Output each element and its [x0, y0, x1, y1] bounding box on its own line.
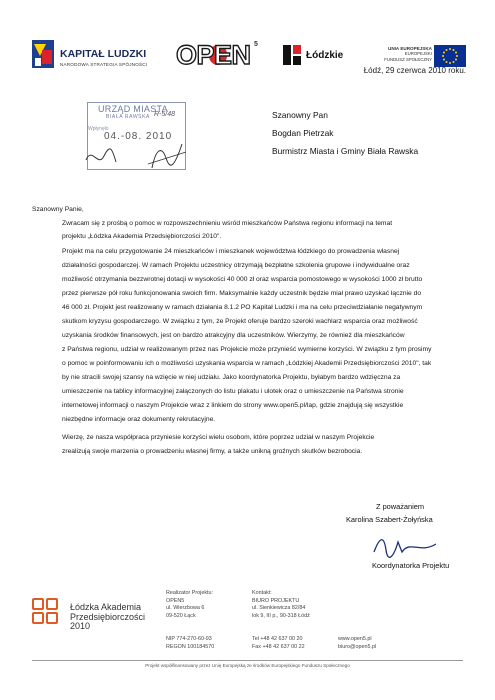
body-line: internetowej informacji o naszym Projekcie wraz z linkiem do strony www.open5.pl/lap, gdzie znajdują się wszystkie	[62, 402, 404, 409]
fax-number: Fax +48 42 637 00 22	[252, 643, 305, 650]
kapital-ludzki-logo	[32, 40, 152, 74]
addressee-line-1: Szanowny Pan	[272, 110, 328, 120]
contact-office: BIURO PROJEKTU	[252, 597, 300, 604]
realizator-name: OPEN5	[166, 597, 185, 604]
logo-square	[46, 598, 58, 610]
contact-city: lok 9, III p., 90-318 Łódź	[252, 612, 310, 619]
body-line: Projekt ma na celu przygotowanie 24 mieszkańców i mieszkanek województwa łódzkiego do prowadzenia własnej	[62, 248, 400, 255]
body-line: o pomoc w poinformowaniu ich o możliwości uzyskania wsparcia w ramach „Łódzkiej Akademii Przedsiębiorczości 2010", tak	[62, 360, 432, 367]
body-line: możliwość otrzymania bezzwrotnej dotacji w wysokości 40 000 zł oraz wsparcia pomostowego w wysokości 1000 zł brutto	[62, 276, 423, 283]
addressee-name: Bogdan Pietrzak	[272, 128, 334, 138]
body-line: skutkom kryzysu gospodarczego. W związku z tym, że Projekt oferuje bardzo szeroki wachlarz wsparcia oraz możliwość	[62, 318, 418, 325]
closing: Z poważaniem	[376, 502, 425, 511]
lodzkie-icon	[283, 45, 301, 65]
open5-wordmark: OPEN	[176, 40, 251, 70]
eu-text	[378, 46, 432, 62]
akademia-name	[70, 603, 145, 632]
body-line: niezbędne informacje oraz dokumenty rekrutacyjne.	[62, 416, 216, 423]
kapital-ludzki-icon	[32, 40, 54, 68]
body-line: z Państwa regionu, udział w realizowanym przez nas Projekcie może przynieść wymierne korzyści. W związku z tym prosimy	[62, 346, 432, 353]
lodzkie-logo	[283, 45, 353, 67]
realizator-block	[166, 590, 213, 620]
body-line: umieszczenie na tablicy informacyjnej załączonych do listu plakatu i ulotek oraz o umieszczenie na Państwa stronie	[62, 388, 404, 395]
footer-divider	[32, 660, 463, 661]
addressee-title: Burmistrz Miasta i Gminy Biała Rawska	[272, 146, 419, 156]
eu-flag-icon	[434, 45, 466, 67]
realizator-heading: Realizator Projektu:	[166, 590, 214, 596]
email-link[interactable]: biuro@open5.pl	[338, 643, 377, 650]
akademia-line-3: 2010	[70, 621, 91, 631]
realizator-street: ul. Wierzbowa 6	[166, 605, 205, 612]
eu-line-2: EUROPEJSKI	[404, 51, 432, 57]
signer-name: Karolina Szabert-Żołyńska	[346, 515, 433, 524]
registry-numbers	[166, 636, 214, 651]
salutation: Szanowny Panie,	[32, 206, 84, 213]
signature-scribble-icon	[370, 534, 440, 558]
body-line: Zwracam się z prośbą o pomoc w rozpowszechnieniu wśród mieszkańców Państwa regionu informacji na temat	[62, 220, 393, 227]
realizator-city: 09-520 Łąck	[166, 612, 196, 619]
open5-number: 5	[254, 41, 258, 48]
body-line: 46 000 zł. Projekt jest realizowany w ramach działania 8.1.2 PO Kapitał Ludzki i ma na celu przeciwdziałanie negatywnym	[62, 304, 423, 311]
cofinancing-note: Projekt współfinansowany przez Unię Europejską ze środków Europejskiego Funduszu Społecznego	[145, 663, 350, 668]
logo-square	[46, 612, 58, 624]
akademia-line-2: Przedsiębiorczości	[70, 611, 146, 622]
eu-line-3: FUNDUSZ SPOŁECZNY	[384, 56, 432, 62]
contact-block	[252, 590, 310, 620]
open5-logo	[176, 40, 266, 70]
body-line: by nie stracili swojej szansy na wzięcie w niej udziału. Jako koordynatorka Projektu, byłabym bardzo wdzięczna za	[62, 374, 401, 381]
body-line: przez pierwsze pół roku funkcjonowania swoich firm. Maksymalnie każdy uczestnik będzie miał prawo uzyskać łącznie do	[62, 290, 422, 297]
stamp-received-label: Wpłynęło	[88, 126, 109, 132]
contact-heading: Kontakt:	[252, 590, 272, 596]
akademia-line-1: Łódzka Akademia	[70, 602, 142, 612]
phone-block	[252, 636, 305, 651]
body-line: zrealizują swoje marzenia o prowadzeniu własnej firmy, a także unikną groźnych skutków bezrobocia.	[62, 448, 363, 455]
eu-line-1: UNIA EUROPEJSKA	[388, 46, 432, 51]
regon-number: REGON 100184570	[166, 643, 215, 650]
logo-square	[32, 598, 44, 610]
body-line: Wierzę, że nasza współpraca przyniesie korzyści wielu osobom, które poprzez udział w naszym Projekcie	[62, 434, 375, 441]
signer-role: Koordynatorka Projektu	[372, 561, 450, 570]
kapital-ludzki-subtitle: NARODOWA STRATEGIA SPÓJNOŚCI	[60, 62, 148, 67]
kapital-ludzki-title: KAPITAŁ LUDZKI	[60, 48, 147, 60]
akademia-logo-icon	[32, 598, 62, 628]
registry-stamp	[80, 102, 190, 174]
body-line: uzyskania środków finansowych, jest on bardzo atrakcyjny dla uczestników. Wierzymy, że również dla mieszkańców	[62, 332, 405, 339]
web-block	[338, 636, 376, 651]
lodzkie-name: Łódzkie	[306, 50, 344, 61]
stamp-code: R-5/48	[154, 111, 176, 118]
logo-square	[32, 612, 44, 624]
website-link[interactable]: www.open5.pl	[338, 636, 372, 642]
handwritten-signature-icon	[82, 138, 190, 174]
body-line: projektu „Łódzka Akademia Przedsiębiorczości 2010".	[62, 233, 222, 240]
phone-number: Tel +48 42 637 00 20	[252, 636, 303, 642]
stamp-title: URZĄD MIASTA	[98, 104, 168, 114]
letter-date: Łódź, 29 czerwca 2010 roku.	[363, 66, 466, 75]
contact-street: ul. Sienkiewicza 82/84	[252, 605, 306, 612]
nip-number: NIP 774-270-60-93	[166, 636, 212, 642]
stamp-subtitle: BIAŁA RAWSKA	[106, 114, 150, 120]
stamp-date: 04.-08. 2010	[104, 131, 173, 142]
body-line: działalności gospodarczej. W ramach Projektu uczestnicy otrzymają bezpłatne szkolenia grupowe i indywidualne oraz	[62, 262, 410, 269]
